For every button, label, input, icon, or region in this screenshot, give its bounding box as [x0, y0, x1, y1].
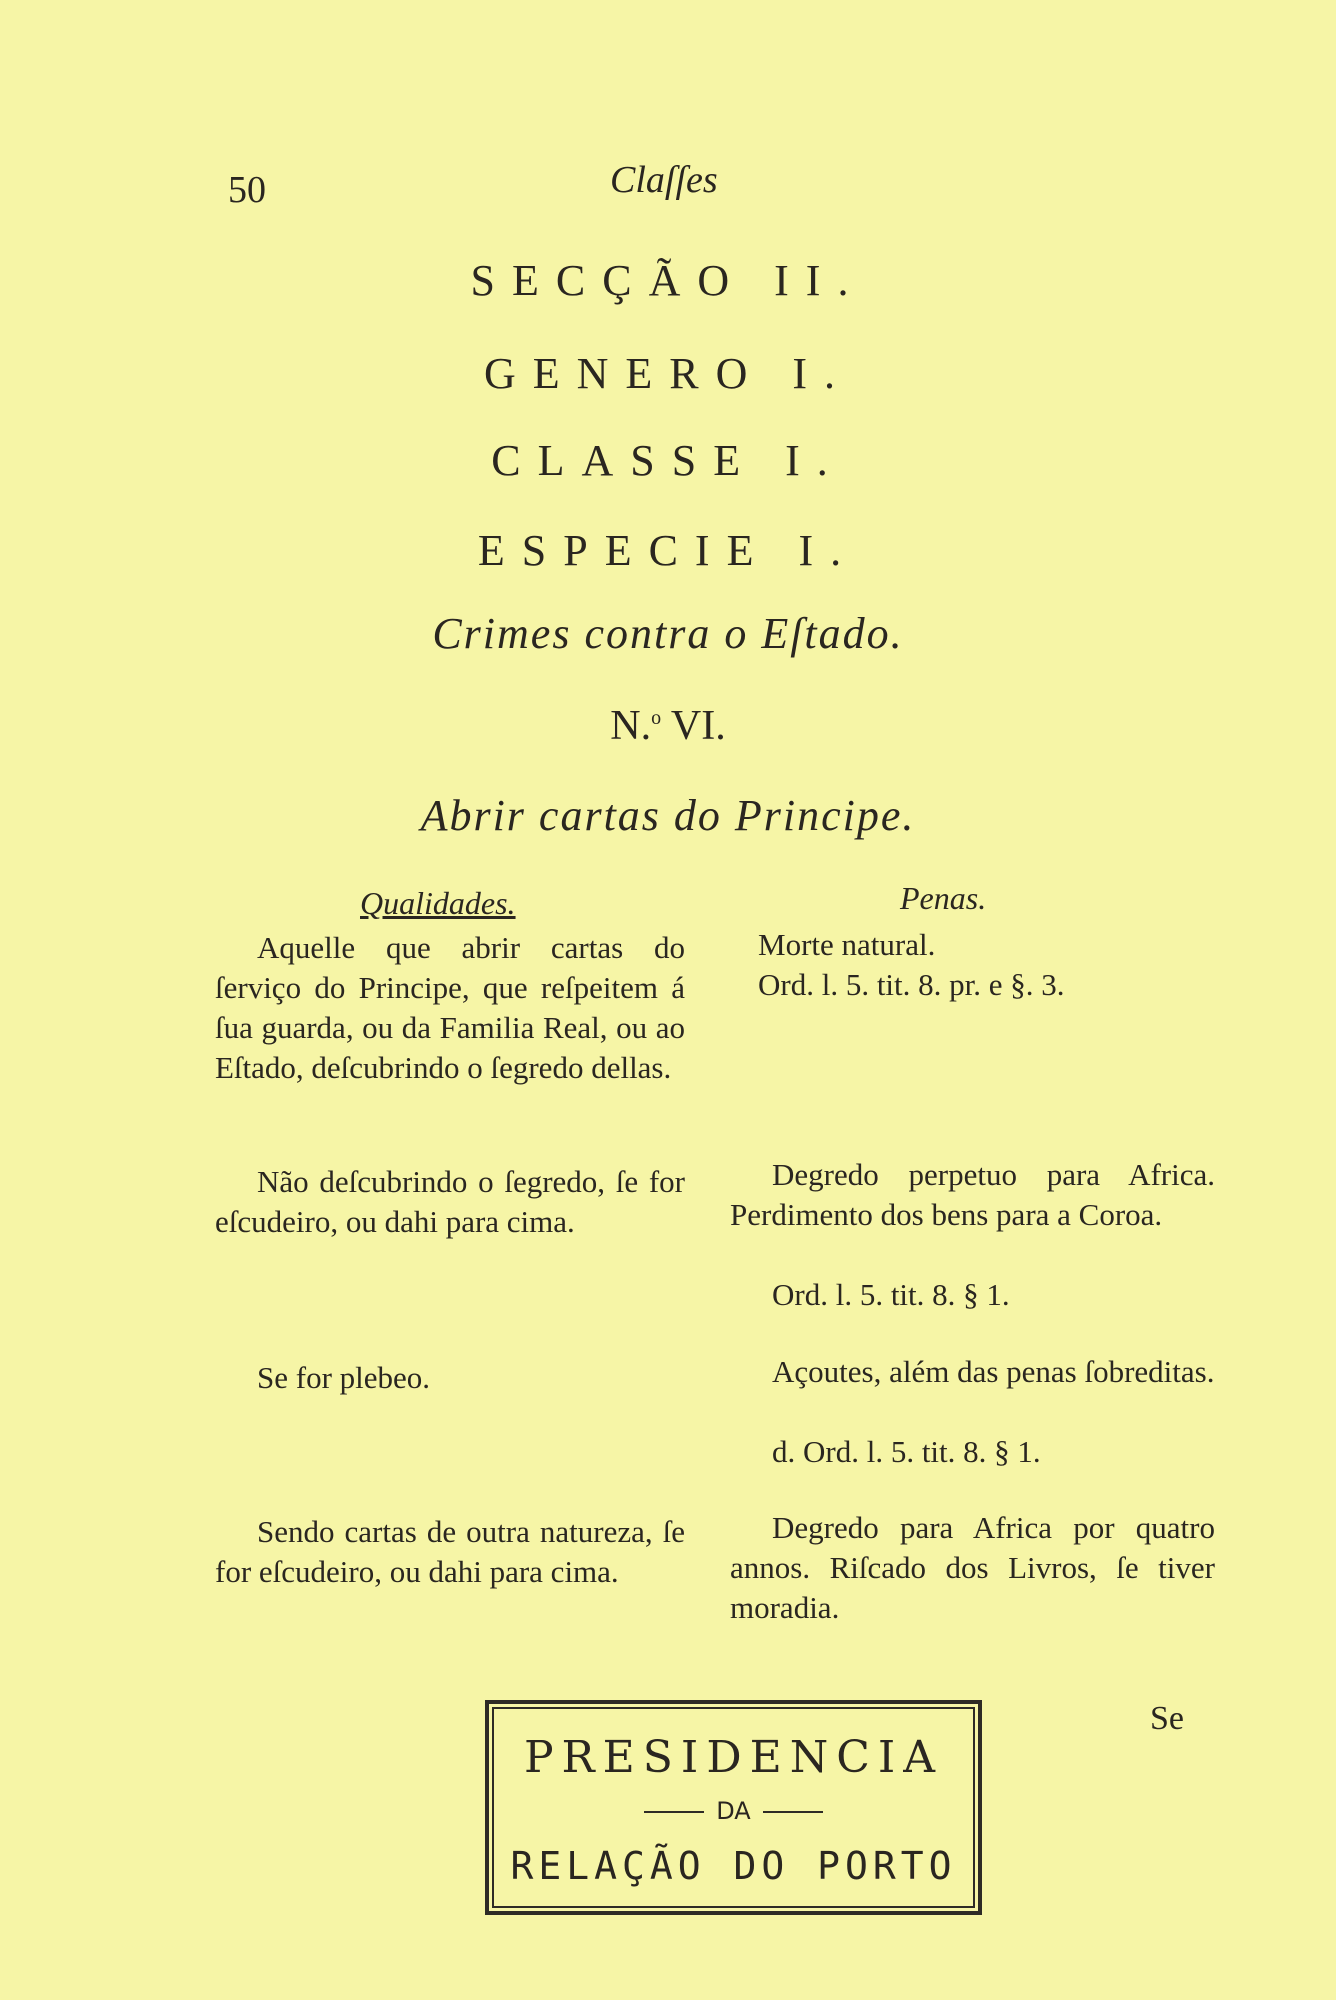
pena-2: Degredo perpetuo para Africa. Perdimento dos bens para a Coroa. — [730, 1157, 1215, 1232]
entry-number — [0, 702, 1336, 750]
entry-title: Abrir cartas do Principe. — [420, 791, 916, 840]
citation-3: d. Ord. l. 5. tit. 8. § 1. — [772, 1434, 1041, 1469]
heading-genero: GENERO I. — [483, 349, 853, 398]
section-subtitle: Crimes contra o Eſtado. — [432, 609, 904, 658]
qualidade-3: Se for plebeo. — [257, 1360, 431, 1395]
pena-1: Morte natural. — [758, 927, 936, 962]
catchword: Se — [1150, 1700, 1184, 1737]
page-number: 50 — [228, 169, 266, 211]
entry-number-label: N. — [610, 703, 652, 749]
library-stamp — [485, 1700, 982, 1915]
entry-number-sup: o — [651, 707, 662, 729]
stamp-rule-right — [763, 1811, 823, 1813]
stamp-rule-left — [644, 1811, 704, 1813]
qualidade-2: Não deſcubrindo o ſegredo, ſe for eſcudeiro, ou dahi para cima. — [215, 1164, 685, 1239]
column-header-qualidades: Qualidades. — [360, 885, 516, 921]
citation-2: Ord. l. 5. tit. 8. § 1. — [772, 1277, 1010, 1312]
entry-number-value: VI. — [670, 703, 726, 749]
heading-classe: CLASSE I. — [491, 436, 845, 485]
pena-4: Degredo para Africa por quatro annos. Riſcado dos Livros, ſe tiver moradia. — [730, 1510, 1215, 1625]
column-header-penas: Penas. — [900, 880, 987, 916]
qualidade-1: Aquelle que abrir cartas do ſerviço do Principe, que reſpeitem á ſua guarda, ou da Familia Real, ou ao Eſtado, deſcubrindo o ſegredo dellas. — [215, 930, 685, 1085]
stamp-line-3: RELAÇÃO DO PORTO — [510, 1844, 957, 1888]
qualidade-4: Sendo cartas de outra natureza, ſe for eſcudeiro, ou dahi para cima. — [215, 1514, 685, 1589]
stamp-line-2-text: DA — [716, 1797, 751, 1825]
citation-1: Ord. l. 5. tit. 8. pr. e §. 3. — [758, 967, 1065, 1002]
heading-seccao: SECÇÃO II. — [470, 256, 866, 305]
running-title: Claſſes — [610, 159, 718, 201]
heading-especie: ESPECIE I. — [477, 526, 859, 575]
pena-3: Açoutes, além das penas ſobreditas. — [772, 1354, 1215, 1389]
stamp-line-2 — [489, 1797, 978, 1825]
stamp-line-1: PRESIDENCIA — [523, 1732, 944, 1783]
